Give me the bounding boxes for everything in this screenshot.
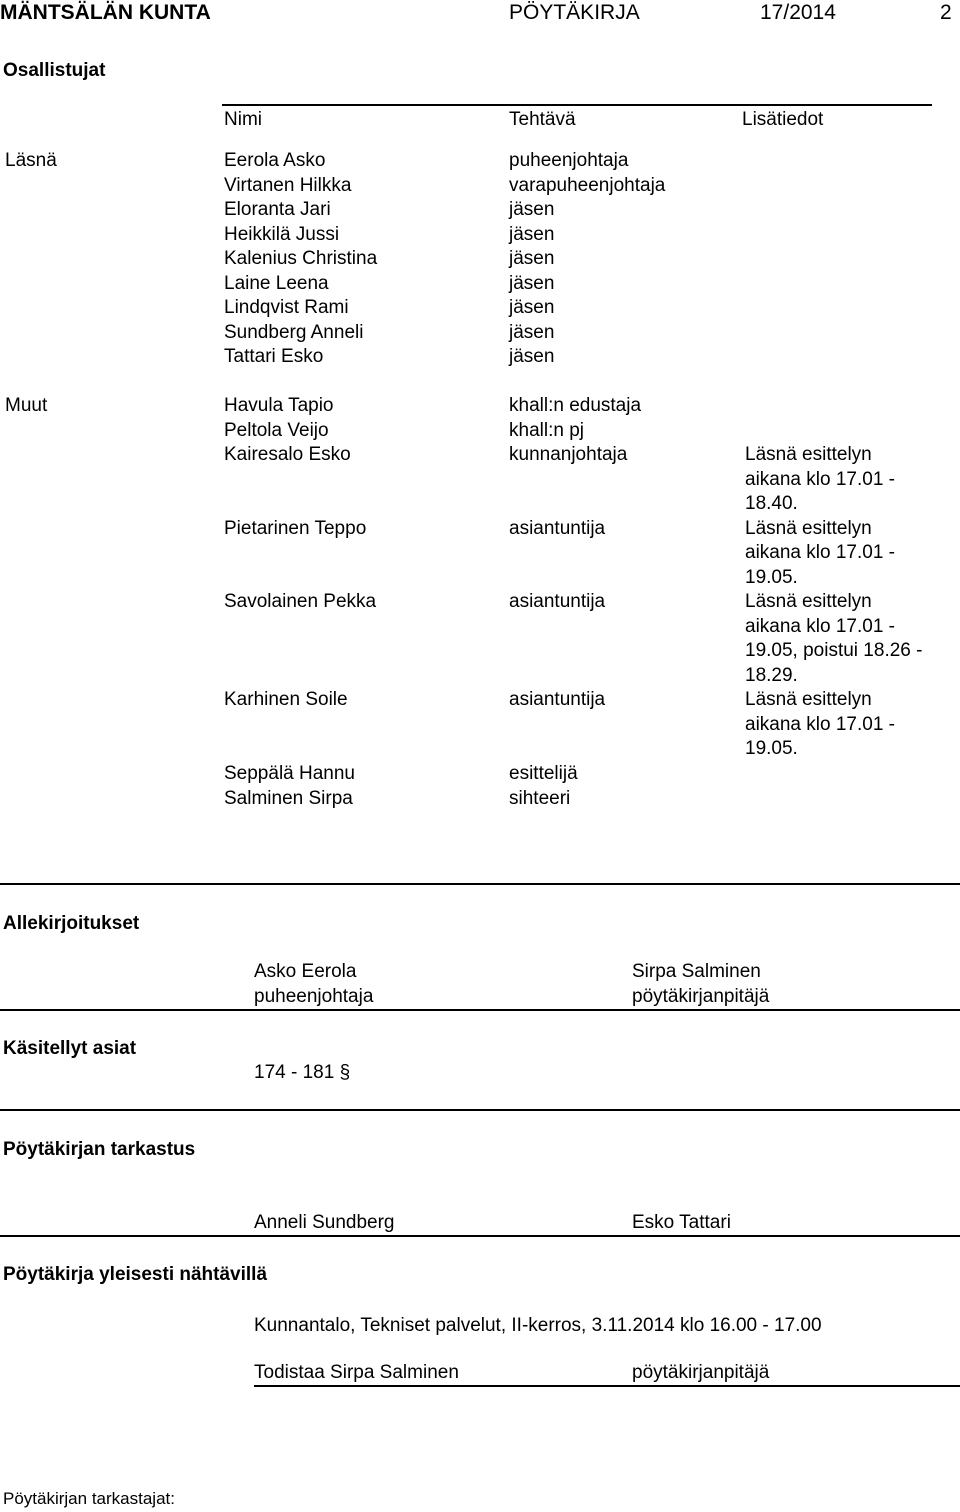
participant-name: Savolainen Pekka — [224, 591, 377, 612]
participant-role: jäsen — [509, 272, 555, 294]
participant-role: jäsen — [509, 346, 555, 367]
participant-name: Virtanen Hilkka — [224, 174, 352, 196]
participant-name: Karhinen Soile — [224, 689, 348, 710]
participant-row — [0, 296, 960, 321]
note-line: 19.05, poistui 18.26 - — [745, 640, 923, 661]
review-title: Pöytäkirjan tarkastus — [3, 1139, 196, 1160]
column-header-name: Nimi — [224, 109, 262, 130]
handled-items: 174 - 181 § — [254, 1062, 351, 1083]
note-line: Läsnä esittelyn — [745, 517, 872, 539]
participant-name: Kairesalo Esko — [224, 444, 351, 465]
participant-row — [0, 321, 960, 346]
participant-role: jäsen — [509, 223, 555, 245]
secretary-role: pöytäkirjanpitäjä — [632, 986, 770, 1007]
participant-role: jäsen — [509, 248, 555, 269]
footer-reviewers-label: Pöytäkirjan tarkastajat: — [3, 1489, 175, 1508]
participant-row — [0, 762, 960, 787]
participant-row — [0, 223, 960, 248]
page-number: 2 — [940, 1, 952, 24]
participant-notes — [745, 590, 922, 688]
section-divider — [0, 883, 960, 885]
participant-row — [0, 198, 960, 223]
participant-row — [0, 345, 960, 370]
participant-row — [0, 272, 960, 297]
note-line: Läsnä esittelyn — [745, 591, 872, 612]
document-type: PÖYTÄKIRJA — [509, 1, 640, 24]
participant-name: Seppälä Hannu — [224, 763, 355, 784]
others-label: Muut — [5, 395, 48, 416]
participant-notes — [745, 688, 895, 762]
note-line: Läsnä esittelyn — [745, 689, 872, 710]
secretary-name: Sirpa Salminen — [632, 961, 761, 982]
note-line: aikana klo 17.01 - — [745, 468, 895, 490]
note-line: aikana klo 17.01 - — [745, 713, 895, 735]
certifier-role: pöytäkirjanpitäjä — [632, 1362, 770, 1383]
section-divider — [0, 1009, 960, 1011]
public-location: Kunnantalo, Tekniset palvelut, II-kerros, 3.11.2014 klo 16.00 - 17.00 — [254, 1315, 822, 1336]
section-divider — [254, 1385, 960, 1387]
chair-name: Asko Eerola — [254, 961, 357, 982]
participant-row — [0, 247, 960, 272]
participant-row — [0, 394, 960, 419]
participant-role: jäsen — [509, 321, 555, 343]
participant-row — [0, 149, 960, 174]
participant-notes — [745, 517, 895, 591]
participant-name: Lindqvist Rami — [224, 297, 349, 318]
note-line: 19.05. — [745, 566, 798, 588]
participant-name: Sundberg Anneli — [224, 321, 364, 343]
participant-name: Salminen Sirpa — [224, 787, 353, 809]
certifier-name: Todistaa Sirpa Salminen — [254, 1362, 459, 1383]
participant-role: sihteeri — [509, 787, 571, 809]
participant-row — [0, 419, 960, 444]
participant-role: jäsen — [509, 199, 555, 220]
signatures-title: Allekirjoitukset — [3, 913, 140, 934]
municipality-name: MÄNTSÄLÄN KUNTA — [0, 1, 211, 24]
participant-row — [0, 787, 960, 812]
participant-name: Eerola Asko — [224, 150, 326, 171]
participant-name: Pietarinen Teppo — [224, 517, 367, 539]
participant-notes — [745, 443, 895, 517]
section-divider — [0, 1235, 960, 1237]
note-line: Läsnä esittelyn — [745, 444, 872, 465]
participant-row — [0, 174, 960, 199]
participant-role: esittelijä — [509, 763, 578, 784]
participant-name: Havula Tapio — [224, 395, 334, 416]
note-line: aikana klo 17.01 - — [745, 615, 895, 637]
present-label: Läsnä — [5, 150, 57, 171]
participant-role: asiantuntija — [509, 689, 606, 710]
participant-name: Laine Leena — [224, 272, 329, 294]
participant-name: Kalenius Christina — [224, 248, 378, 269]
participant-name: Heikkilä Jussi — [224, 223, 340, 245]
participant-role: kunnanjohtaja — [509, 444, 628, 465]
note-line: 19.05. — [745, 738, 798, 759]
participant-name: Tattari Esko — [224, 346, 324, 367]
handled-title: Käsitellyt asiat — [3, 1038, 137, 1059]
note-line: 18.40. — [745, 493, 798, 514]
participant-name: Eloranta Jari — [224, 199, 331, 220]
column-header-info: Lisätiedot — [742, 109, 824, 130]
participant-role: jäsen — [509, 297, 555, 318]
reviewer-1: Anneli Sundberg — [254, 1212, 395, 1233]
column-header-role: Tehtävä — [509, 109, 576, 130]
section-divider — [0, 1109, 960, 1111]
participants-title: Osallistujat — [3, 60, 106, 81]
participant-role: khall:n pj — [509, 419, 584, 441]
participant-name: Peltola Veijo — [224, 419, 329, 441]
document-number: 17/2014 — [760, 1, 836, 24]
participant-role: varapuheenjohtaja — [509, 174, 666, 196]
chair-role: puheenjohtaja — [254, 986, 374, 1007]
note-line: 18.29. — [745, 664, 798, 686]
participant-role: asiantuntija — [509, 591, 606, 612]
header-rule — [222, 104, 932, 106]
note-line: aikana klo 17.01 - — [745, 542, 895, 563]
participant-role: khall:n edustaja — [509, 395, 642, 416]
public-title: Pöytäkirja yleisesti nähtävillä — [3, 1264, 268, 1285]
participant-role: asiantuntija — [509, 517, 606, 539]
reviewer-2: Esko Tattari — [632, 1212, 731, 1233]
participant-role: puheenjohtaja — [509, 150, 629, 171]
